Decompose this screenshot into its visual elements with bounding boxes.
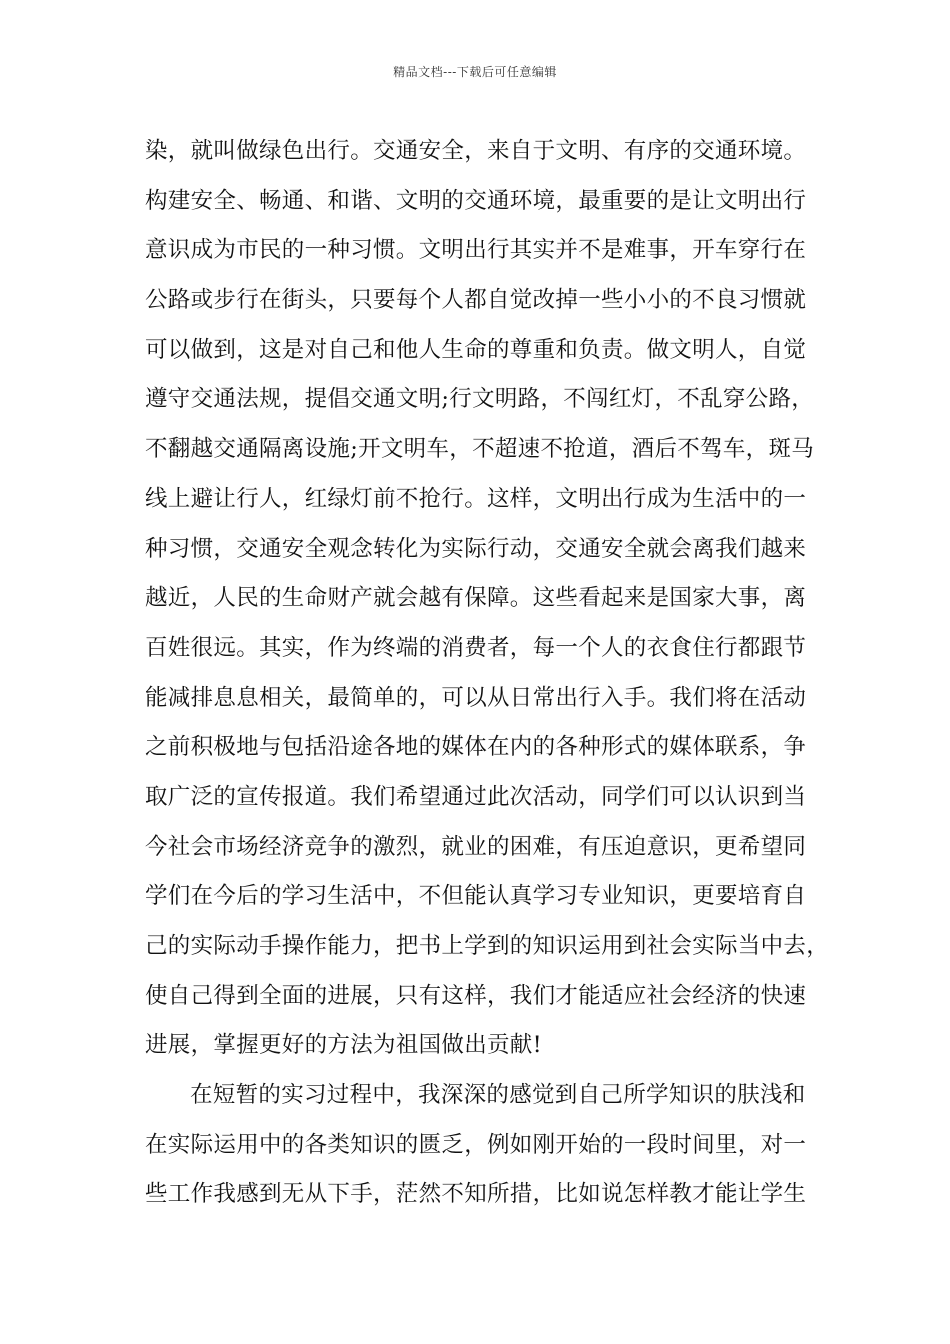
text-line: 意识成为市民的一种习惯。文明出行其实并不是难事，开车穿行在 xyxy=(145,237,807,264)
text-line: 种习惯，交通安全观念转化为实际行动，交通安全就会离我们越来 xyxy=(145,535,807,562)
text-line: 使自己得到全面的进展，只有这样，我们才能适应社会经济的快速 xyxy=(145,982,807,1009)
text-line: 些工作我感到无从下手，茫然不知所措，比如说怎样教才能让学生 xyxy=(145,1181,807,1208)
paragraph-first-line: 在短暂的实习过程中，我深深的感觉到自己所学知识的肤浅和 xyxy=(190,1082,806,1109)
text-line: 越近，人民的生命财产就会越有保障。这些看起来是国家大事，离 xyxy=(145,585,807,612)
text-line: 百姓很远。其实，作为终端的消费者，每一个人的衣食住行都跟节 xyxy=(145,634,807,661)
text-line: 之前积极地与包括沿途各地的媒体在内的各种形式的媒体联系，争 xyxy=(145,734,807,761)
text-line: 在实际运用中的各类知识的匮乏，例如刚开始的一段时间里，对一 xyxy=(145,1131,807,1158)
text-line: 构建安全、畅通、和谐、文明的交通环境，最重要的是让文明出行 xyxy=(145,187,807,214)
text-line: 线上避让行人，红绿灯前不抢行。这样，文明出行成为生活中的一 xyxy=(145,485,807,512)
text-line: 遵守交通法规，提倡交通文明;行文明路，不闯红灯，不乱穿公路， xyxy=(145,386,815,413)
text-line: 今社会市场经济竞争的激烈，就业的困难，有压迫意识，更希望同 xyxy=(145,833,807,860)
text-line: 公路或步行在街头，只要每个人都自觉改掉一些小小的不良习惯就 xyxy=(145,287,807,314)
text-line: 取广泛的宣传报道。我们希望通过此次活动，同学们可以认识到当 xyxy=(145,783,807,810)
page-header: 精品文档---下载后可任意编辑 xyxy=(393,65,557,79)
body-text xyxy=(145,127,830,1220)
text-line: 己的实际动手操作能力，把书上学到的知识运用到社会实际当中去， xyxy=(145,933,830,959)
text-line: 学们在今后的学习生活中，不但能认真学习专业知识，更要培育自 xyxy=(145,883,807,910)
text-line: 能减排息息相关，最简单的，可以从日常出行入手。我们将在活动 xyxy=(145,684,807,711)
text-line: 不翻越交通隔离设施;开文明车，不超速不抢道，酒后不驾车，斑马 xyxy=(145,436,815,463)
text-line: 进展，掌握更好的方法为祖国做出贡献! xyxy=(145,1032,542,1059)
text-line: 染，就叫做绿色出行。交通安全，来自于文明、有序的交通环境。 xyxy=(145,138,807,164)
text-line: 可以做到，这是对自己和他人生命的尊重和负责。做文明人，自觉 xyxy=(145,336,807,363)
